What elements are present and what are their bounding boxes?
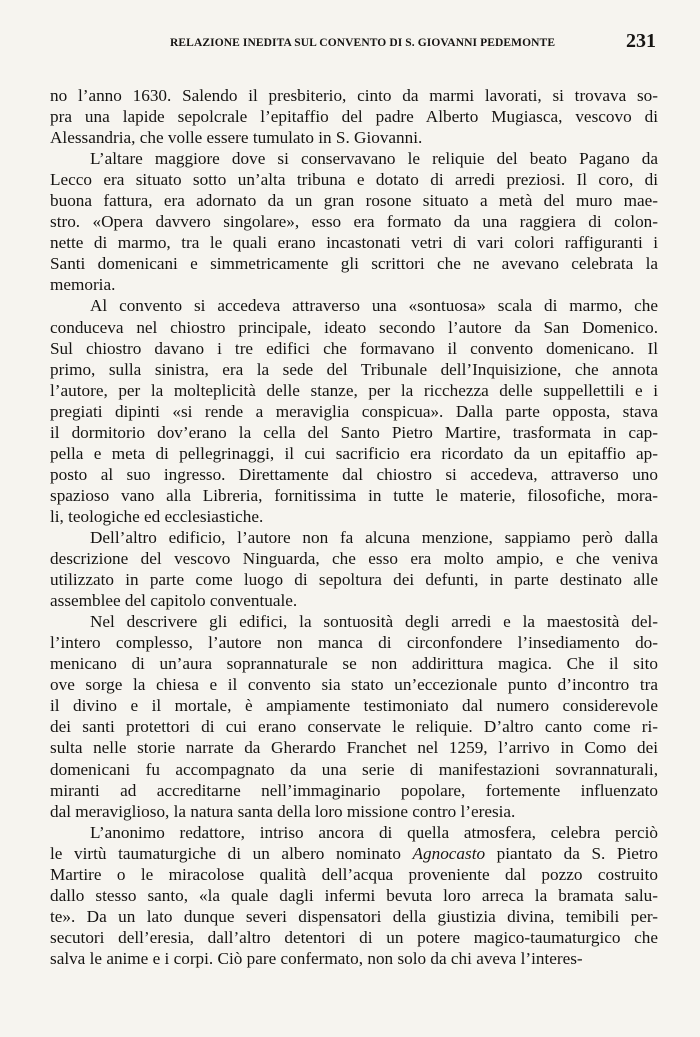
text-line: L’altare maggiore dove si conservavano le reliquie del beato Pagano da bbox=[90, 149, 658, 169]
text-line: pregiati dipinti «si rende a meraviglia conspicua». Dalla parte opposta, stava bbox=[50, 401, 658, 421]
text-line: Alessandria, che volle essere tumulato in S. Giovanni. bbox=[50, 128, 423, 148]
text-line: dei santi protettori di cui erano conservate le reliquie. D’altro canto come ri- bbox=[50, 717, 658, 737]
text-line: pella e meta di pellegrinaggi, il cui sacrificio era ricordato da un epitaffio ap- bbox=[50, 443, 658, 463]
text-line: il dormitorio dov’erano la cella del Santo Pietro Martire, trasformata in cap- bbox=[50, 422, 658, 442]
text-line: sulta nelle storie narrate da Gherardo Franchet nel 1259, l’arrivo in Como dei bbox=[50, 738, 658, 758]
paragraph bbox=[50, 527, 658, 611]
text-line: utilizzato in parte come luogo di sepoltura dei defunti, in parte destinato alle bbox=[50, 570, 658, 590]
text-line: li, teologiche ed ecclesiastiche. bbox=[50, 506, 264, 526]
text-line: buona fattura, era adornato da un gran rosone situato a metà del muro mae- bbox=[50, 191, 658, 211]
text-line: domenicani fu accompagnato da una serie di manifestazioni sovrannaturali, bbox=[50, 759, 658, 779]
italic-term: Agnocasto bbox=[412, 843, 486, 863]
text-line: pra una lapide sepolcrale l’epitaffio del padre Alberto Mugiasca, vescovo di bbox=[50, 107, 658, 127]
text-line: L’anonimo redattore, intriso ancora di quella atmosfera, celebra perciò bbox=[90, 822, 658, 842]
text-line: miranti ad accreditarne nell’immaginario popolare, fortemente influenzato bbox=[50, 780, 658, 800]
text-line: menicano di un’aura soprannaturale se non addirittura magica. Che il sito bbox=[50, 654, 658, 674]
paragraph bbox=[50, 822, 658, 969]
text-line: nette di marmo, tra le quali erano incastonati vetri di vari colori raffiguranti i bbox=[50, 233, 658, 253]
text-line: conduceva nel chiostro principale, ideato secondo l’autore da San Domenico. bbox=[50, 317, 658, 337]
text-line: dallo stesso santo, «la quale dagli infermi bevuta loro arreca la bramata salu- bbox=[50, 885, 658, 905]
paragraph bbox=[50, 295, 658, 527]
text-line: l’autore, per la molteplicità delle stanze, per la ricchezza delle suppellettili e i bbox=[50, 380, 658, 400]
text-line: spazioso vano alla Libreria, fornitissima in tutte le materie, filosofiche, mora- bbox=[50, 485, 658, 505]
text-line: Santi domenicani e simmetricamente gli scrittori che ne avevano celebrata la bbox=[50, 254, 658, 274]
text-line: ove sorge la chiesa e il convento sia stato un’eccezionale punto d’incontro tra bbox=[50, 675, 658, 695]
text-line: l’intero complesso, l’autore non manca di circonfondere l’insediamento do- bbox=[50, 633, 658, 653]
text-line: stro. «Opera davvero singolare», esso era formato da una raggiera di colon- bbox=[50, 212, 658, 232]
text-line: memoria. bbox=[50, 275, 116, 295]
text-line: posto al suo ingresso. Direttamente dal chiostro si accedeva, attraverso uno bbox=[50, 464, 658, 484]
text-line: primo, sulla sinistra, era la sede del Tribunale dell’Inquisizione, che annota bbox=[50, 359, 658, 379]
page-number: 231 bbox=[626, 30, 656, 52]
text-line: Dell’altro edificio, l’autore non fa alcuna menzione, sappiamo però dalla bbox=[90, 527, 658, 547]
text-line: te». Da un lato dunque severi dispensatori della giustizia divina, temibili per- bbox=[50, 906, 658, 926]
text-line: le virtù taumaturgiche di un albero nominato Agnocasto piantato da S. Pietro bbox=[50, 843, 658, 863]
text-line: il divino e il mortale, è ampiamente testimoniato dal numero considerevole bbox=[50, 696, 658, 716]
paragraph bbox=[50, 148, 658, 295]
text-line: dal meraviglioso, la natura santa della loro missione contro l’eresia. bbox=[50, 801, 516, 821]
text-line: descrizione del vescovo Ninguarda, che esso era molto ampio, e che veniva bbox=[50, 549, 658, 569]
text-line: Sul chiostro davano i tre edifici che formavano il convento domenicano. Il bbox=[50, 338, 658, 358]
text-line: Nel descrivere gli edifici, la sontuosità degli arredi e la maestosità del- bbox=[90, 612, 658, 632]
text-line: Al convento si accedeva attraverso una «sontuosa» scala di marmo, che bbox=[90, 296, 658, 316]
text-line: Lecco era situato sotto un’alta tribuna e dotato di arredi preziosi. Il coro, di bbox=[50, 170, 658, 190]
paragraph bbox=[50, 85, 658, 148]
text-line: Martire o le miracolose qualità dell’acqua proveniente dal pozzo costruito bbox=[50, 864, 658, 884]
running-head-title: RELAZIONE INEDITA SUL CONVENTO DI S. GIOVANNI PEDEMONTE bbox=[170, 37, 556, 49]
text-line: no l’anno 1630. Salendo il presbiterio, cinto da marmi lavorati, si trovava so- bbox=[50, 86, 658, 105]
paragraph bbox=[50, 611, 658, 821]
text-line: secutori dell’eresia, dall’altro detentori di un potere magico-taumaturgico che bbox=[50, 927, 658, 947]
running-head bbox=[50, 30, 656, 60]
body-text bbox=[50, 85, 658, 969]
text-line: salva le anime e i corpi. Ciò pare confermato, non solo da chi aveva l’interes- bbox=[50, 948, 583, 968]
text-line: assemblee del capitolo conventuale. bbox=[50, 591, 298, 611]
